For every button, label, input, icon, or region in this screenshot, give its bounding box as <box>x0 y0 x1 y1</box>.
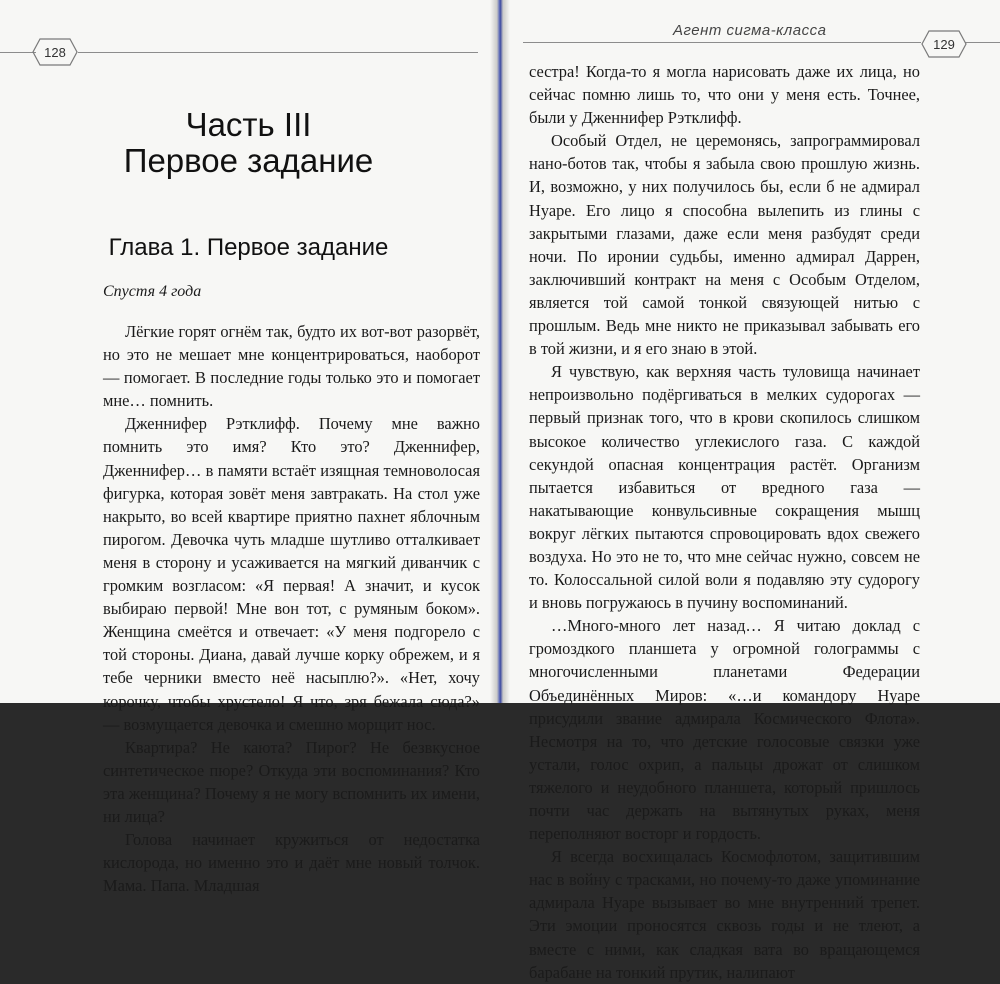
paragraph: Дженнифер Рэтклифф. Почему мне важно помнить это имя? Кто это? Дженнифер, Дженнифер… в памяти встаёт изящная темноволосая фигурка, которая зовёт меня завтракать. На стол уже накрыто, во всей квартире приятно пахнет яблочным пирогом. Девочка чуть младше шутливо отталкивает меня в сторону и усаживается на мягкий диванчик с громким возгласом: «Я первая! А значит, и кусок выбираю первой! Мне вон тот, с румяным боком». Женщина смеётся и отвечает: «У меня подгорело с той стороны. Диана, давай лучше корку обрежем, и я тебе черники вместо неё насыплю?». «Нет, хочу корочку, чтобы хрустело! Я что, зря бежала сюда?» — возмущается девочка и смешно морщит нос. <box>103 414 480 734</box>
left-page <box>0 0 497 896</box>
paragraph: Лёгкие горят огнём так, будто их вот-вот разорвёт, но это не мешает мне концентрироваться, наоборот — помогает. В последние годы только это и помогает мне… помнить. <box>103 322 480 411</box>
header-rule <box>523 42 921 43</box>
chapter-title: Глава 1. Первое задание <box>108 234 389 261</box>
page-number: 128 <box>44 44 66 60</box>
header-rule <box>0 52 36 53</box>
paragraph: Я чувствую, как верхняя часть туловища начинает непроизвольно подёргиваться в мелких судорогах — первый признак того, что в крови скопилось слишком высокое количество углекислого газа. С каждой секундой опасная концентрация растёт. Организм пытается избавиться от вредного газа — накатывающие конвульсивные сокращения мышц вокруг лёгких пытаются спровоцировать вдох свежего воздуха. Но это не то, что мне сейчас нужно, совсем не то. Колоссальной силой воли я подавляю эту судорогу и вновь погружаюсь в пучину воспоминаний. <box>529 362 920 613</box>
book-gutter <box>490 0 510 703</box>
header-rule <box>965 42 1000 43</box>
page-number: 129 <box>933 36 955 52</box>
epigraph: Спустя 4 года <box>103 283 202 300</box>
paragraph: …Много-много лет назад… Я читаю доклад с громоздкого планшета у огромной голограммы с многочисленными планетами Федерации Объединённых Миров: «…и командору Нуаре присудили звание адмирала Космического Флота». Несмотря на то, что детские голосовые связки уже устали, голос охрип, а пальцы дрожат от слишком тяжелого и неудобного планшета, который пришлось почти час держать на вытянутых руках, меня переполняют восторг и гордость. <box>529 616 920 844</box>
part-title: Часть III <box>185 106 312 143</box>
paragraph: Я всегда восхищалась Космофлотом, защитившим нас в войну с трасками, но почему-то даже упоминание адмирала Нуаре вызывает во мне внутренний трепет. Эти эмоции проносятся сквозь годы и не тлеют, а вместе с ними, как сладкая вата во вращающемся барабане на тонкий прутик, налипают <box>529 847 920 982</box>
header-rule <box>78 52 478 53</box>
paragraph: Особый Отдел, не церемонясь, запрограммировал нано-ботов так, чтобы я забыла свою прошлую жизнь. И, возможно, у них получилось бы, если б не адмирал Нуаре. Его лицо я способна вылепить из глины с закрытыми глазами, даже если меня разбудят среди ночи. По иронии судьбы, именно адмирал Даррен, заключивший контракт на меня с Особым Отделом, является той самой тонкой связующей нитью с прошлым. Ведь мне никто не приказывал забывать его в той жизни, и я его знаю в этой. <box>529 131 920 359</box>
page-number-badge <box>32 38 78 66</box>
body-text <box>103 320 480 897</box>
paragraph: сестра! Когда-то я могла нарисовать даже их лица, но сейчас помню лишь то, что они у меня есть. Точнее, были у Дженнифер Рэтклифф. <box>529 62 920 128</box>
page-number-badge <box>921 30 967 58</box>
paragraph: Голова начинает кружиться от недостатка кислорода, но именно это и даёт мне новый толчок. Мама. Папа. Младшая <box>103 830 480 896</box>
body-text <box>529 60 920 984</box>
right-page <box>503 0 1000 982</box>
paragraph: Квартира? Не каюта? Пирог? Не безвкусное синтетическое пюре? Откуда эти воспоминания? Кто эта женщина? Почему я не могу вспомнить их имени, ни лица? <box>103 737 480 826</box>
running-head: Агент сигма-класса <box>673 22 827 39</box>
part-subtitle: Первое задание <box>123 142 374 179</box>
